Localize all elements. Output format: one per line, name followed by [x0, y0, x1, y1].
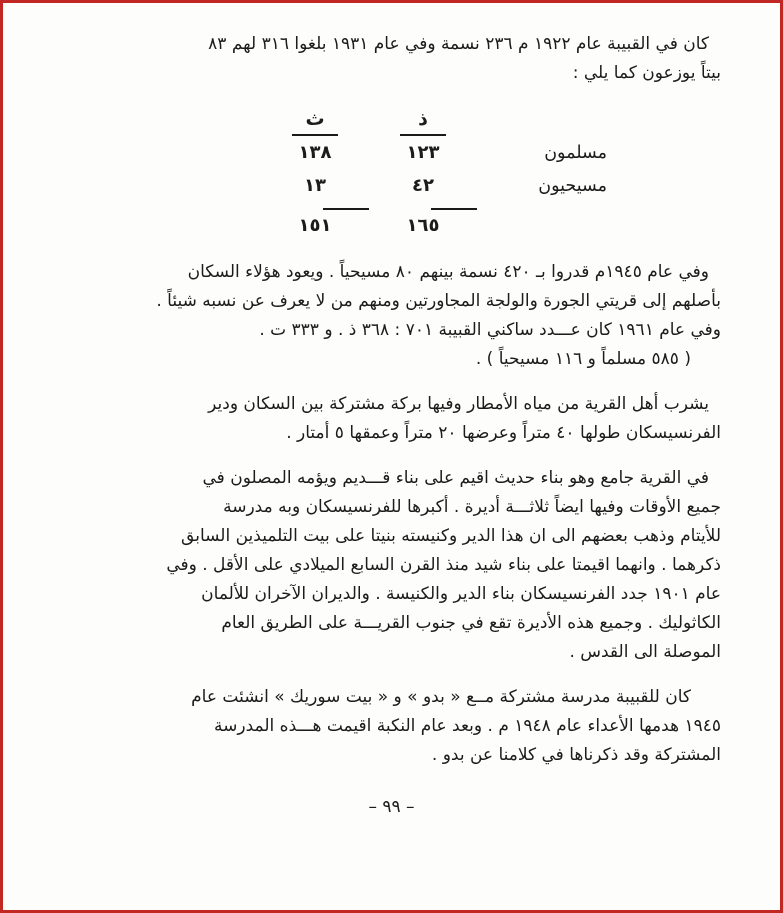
text-line: المشتركة وقد ذكرناها في كلامنا عن بدو . — [431, 745, 721, 765]
table-row-christians — [84, 169, 611, 202]
table-row-totals — [84, 210, 611, 240]
text-line: ١٩٤٥ هدمها الأعداء عام ١٩٤٨ م . وبعد عام النكبة اقيمت هـــذه المدرسة — [214, 716, 721, 736]
column-header-males: ذ — [418, 108, 428, 130]
row-label: مسلمون — [544, 142, 607, 163]
females-value: ١٣٨ — [298, 142, 332, 163]
table-row-muslims — [84, 136, 611, 169]
text-line: يشرب أهل القرية من مياه الأمطار وفيها بركة مشتركة بين السكان ودير — [208, 394, 709, 414]
text-column — [3, 3, 780, 770]
census-table — [84, 108, 611, 240]
text-line: كان للقبيبة مدرسة مشتركة مــع « بدو » و « بيت سوريك » انشئت عام — [191, 687, 691, 707]
text-line: بيتاً يوزعون كما يلي : — [572, 63, 721, 83]
text-line: وفي عام ١٩٦١ كان عـــدد ساكني القبيبة ٧٠١ : ٣٦٨ ذ . و ٣٣٣ ت . — [259, 320, 721, 340]
females-value: ١٣ — [304, 175, 326, 196]
paragraph-population — [84, 258, 721, 374]
totals-overline — [323, 208, 369, 210]
females-total: ١٥١ — [298, 214, 332, 236]
column-header-females-cell — [261, 108, 369, 136]
males-value: ١٢٣ — [406, 142, 440, 163]
text-line: وفي عام ١٩٤٥م قدروا بـ ٤٢٠ نسمة بينهم ٨٠ مسيحياً . ويعود هؤلاء السكان — [187, 262, 709, 282]
text-line: في القرية جامع وهو بناء حديث اقيم على بناء قـــديم ويؤمه المصلون في — [202, 468, 709, 488]
text-line: ( ٥٨٥ مسلماً و ١١٦ مسيحياً ) . — [475, 349, 691, 369]
row-label: مسيحيون — [538, 175, 607, 196]
census-header-row — [84, 108, 611, 136]
totals-rule-males-cell — [369, 202, 477, 210]
totals-rule-row — [84, 202, 611, 210]
totals-overline — [431, 208, 477, 210]
text-line: ذكرهما . وانهما اقيمتا على بناء شيد منذ القرن السابع الميلادي على الأقل . وفي — [166, 555, 721, 575]
text-line: الكاثوليك . وجميع هذه الأديرة تقع في جنوب القريـــة على الطريق العام — [221, 613, 721, 633]
paragraph-water — [84, 390, 721, 448]
text-line: للأيتام وذهب بعضهم الى ان هذا الدير وكنيسته بنيتا على بيت التلميذين السابق — [181, 526, 721, 546]
totals-rule-females-cell — [261, 202, 369, 210]
header-underline — [400, 134, 446, 136]
paragraph-school — [84, 683, 721, 770]
paragraph-intro — [84, 30, 721, 88]
column-header-females: ث — [305, 108, 325, 130]
column-header-males-cell — [369, 108, 477, 136]
page-number: – ٩٩ – — [368, 797, 415, 817]
males-total: ١٦٥ — [406, 214, 440, 236]
header-underline — [292, 134, 338, 136]
text-line: بأصلهم إلى قريتي الجورة والولجة المجاورتين ومنهم من لا يعرف عن نسبه شيئاً . — [156, 291, 721, 311]
paragraph-monasteries — [84, 464, 721, 667]
text-line: كان في القبيبة عام ١٩٢٢ م ٢٣٦ نسمة وفي عام ١٩٣١ بلغوا ٣١٦ لهم ٨٣ — [208, 34, 709, 54]
text-line: جميع الأوقات وفيها ايضاً ثلاثـــة أديرة . أكبرها للفرنسيسكان وبه مدرسة — [223, 497, 721, 517]
text-line: عام ١٩٠١ جدد الفرنسيسكان بناء الدير والكنيسة . والديران الآخران للألمان — [201, 584, 721, 604]
text-line: الموصلة الى القدس . — [569, 642, 721, 662]
males-value: ٤٢ — [412, 175, 434, 196]
text-line: الفرنسيسكان طولها ٤٠ متراً وعرضها ٢٠ متراً وعمقها ٥ أمتار . — [286, 423, 721, 443]
